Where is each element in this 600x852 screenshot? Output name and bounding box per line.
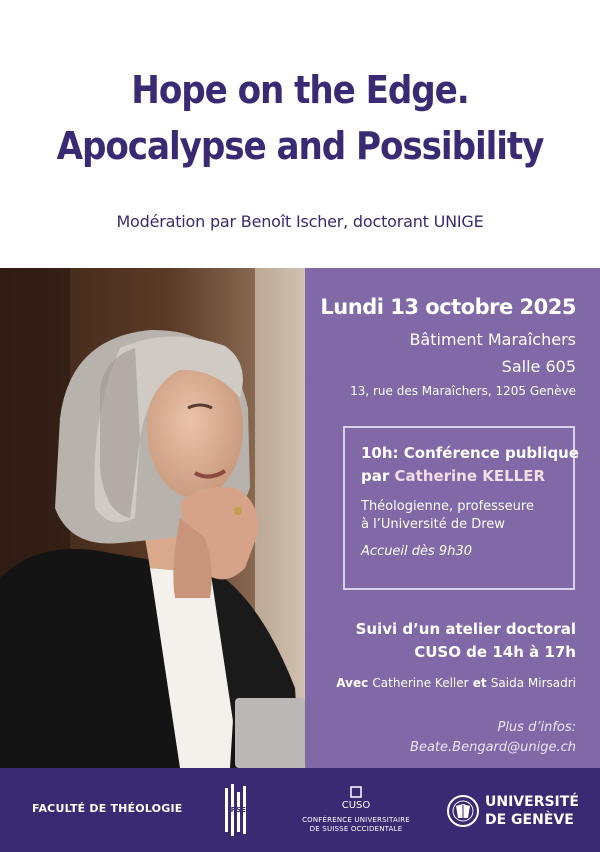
event-address: 13, rue des Maraîchers, 1205 Genève [350, 384, 576, 398]
conference-box [343, 426, 580, 590]
avec-label: Avec [336, 676, 373, 690]
event-date: Lundi 13 octobre 2025 [320, 295, 576, 319]
cuso-logo [300, 780, 412, 844]
contact-info [410, 718, 576, 758]
moderation-subtitle: Modération par Benoît Ischer, doctorant UNIGE [116, 212, 484, 231]
event-details-panel [305, 268, 600, 768]
unige-line-1: UNIVERSITÉ [485, 794, 579, 810]
title-line-1: Hope on the Edge. [131, 68, 469, 112]
poster-footer [0, 768, 600, 852]
unige-seal-icon [446, 794, 480, 828]
bio-line-2: à l’Université de Drew [361, 517, 505, 532]
irse-logo-icon [222, 782, 252, 838]
contact-email-link[interactable]: Beate.Bengard@unige.ch [410, 740, 576, 755]
workshop-speaker-1: Catherine Keller [372, 676, 469, 690]
cuso-mark-text: CUSO [341, 800, 371, 811]
infos-label: Plus d’infos: [497, 720, 576, 735]
irse-logo-text: IRSE [228, 806, 246, 814]
cuso-mark-icon [336, 786, 376, 812]
unige-logo-text [485, 793, 579, 829]
workshop-speaker-2: Saida Mirsadri [490, 676, 576, 690]
speaker-portrait-photo [0, 268, 305, 768]
cuso-line-1: CONFÉRENCE UNIVERSITAIRE [302, 816, 410, 824]
conference-speaker-line [361, 465, 557, 488]
event-building: Bâtiment Maraîchers [409, 330, 576, 349]
speaker-bio [361, 498, 557, 534]
poster-header [0, 0, 600, 268]
faculty-label: FACULTÉ DE THÉOLOGIE [32, 802, 183, 815]
workshop-info [356, 618, 576, 664]
workshop-speakers [336, 676, 576, 690]
workshop-line-1: Suivi d’un atelier doctoral [355, 620, 576, 638]
welcome-time: Accueil dès 9h30 [361, 544, 472, 559]
unige-line-2: DE GENÈVE [485, 812, 574, 828]
poster-title [30, 62, 570, 174]
title-line-2: Apocalypse and Possibility [56, 124, 544, 168]
par-label: par [361, 467, 395, 485]
bio-line-1: Théologienne, professeure [361, 499, 534, 514]
conference-speaker: Catherine KELLER [394, 467, 546, 485]
et-label: et [468, 676, 491, 690]
workshop-line-2: CUSO de 14h à 17h [414, 643, 576, 661]
cuso-line-2: DE SUISSE OCCIDENTALE [309, 825, 403, 833]
portrait-illustration [0, 268, 305, 768]
cuso-text [300, 816, 412, 834]
event-room: Salle 605 [501, 357, 576, 376]
conference-time: 10h: Conférence publique [361, 444, 580, 462]
